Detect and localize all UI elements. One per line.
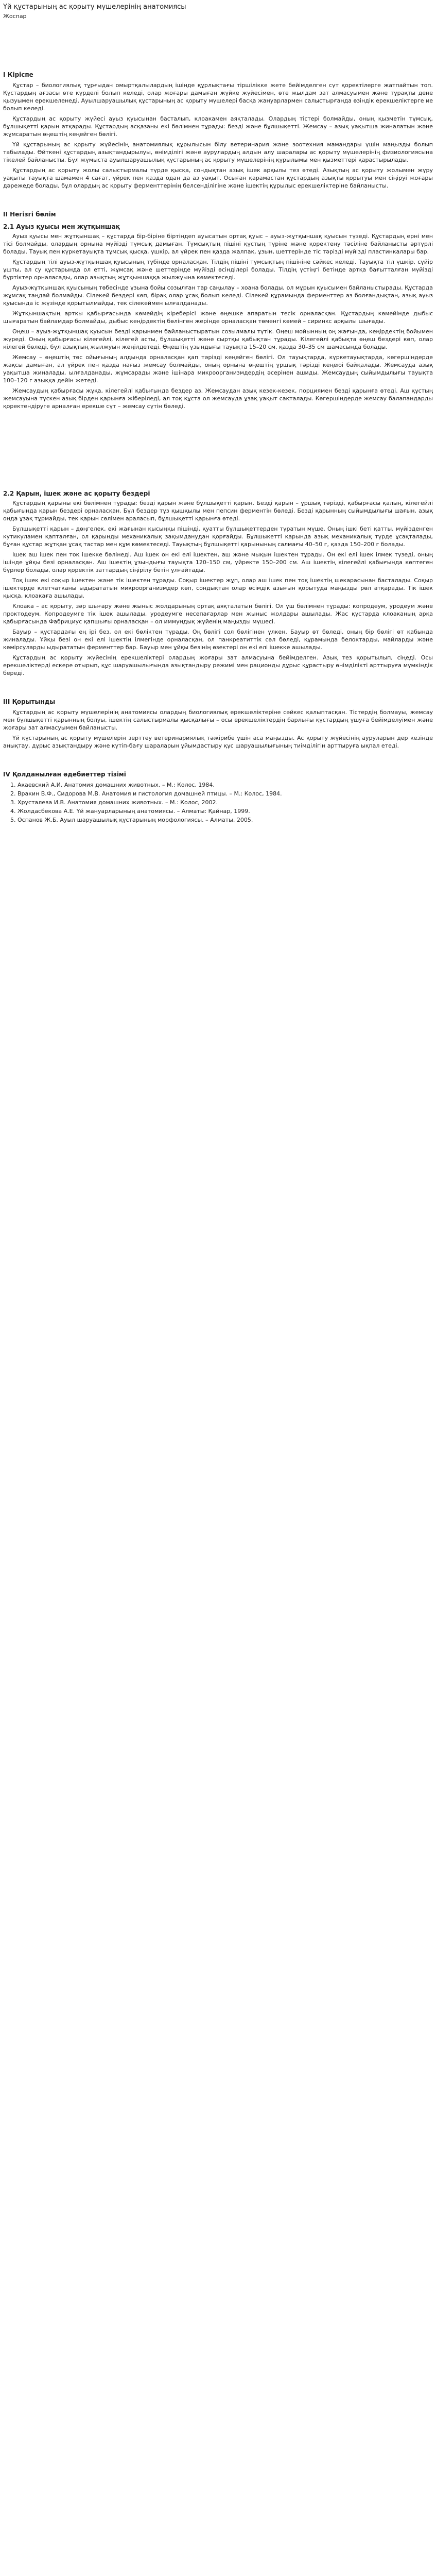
intro-paragraph: Үй құстарының ас қорыту жүйесінің анатомиялық құрылысын білу ветеринария және зоотехния мамандары үшін маңызды болып табылады. Өйткені құстардың азықтандырылуы, өнімділігі және аурулардың алдын алу шаралары ас қорыту мүшелерінің физиологиясына тікелей байланысты. Бұл жұмыста ауылшаруашылық құстарының ас қорыту мүшелерінің құрылымы мен қызметтері қарастырылады.	[3, 141, 433, 163]
subsection-heading-2: 2.2 Қарын, ішек және ас қорыту бездері	[3, 490, 150, 497]
main-paragraph: Бұлшықетті қарын – дөңгелек, екі жағынан қысыңқы пішінді, қуатты бұлшықеттерден тұратын мүше. Оның ішкі беті қатты, мүйізденген кутикуламен қапталған, ол қарынды механикалық зақымданудан қорғайды. Бұлшықетті қарында азық механикалық түрде ұсақталады, бұған құстар жұтқан ұсақ тастар мен құм көмектеседі. Тауықтың бұлшықетті қарынының салмағы 40–50 г, қазда 150–200 г болады.	[3, 526, 433, 548]
main-heading: II Негізгі бөлім	[3, 211, 56, 218]
main-paragraph: Құстардың тілі ауыз-жұтқыншақ қуысының түбінде орналасқан. Тілдің пішіні тұмсықтың пішініне сәйкес келеді. Тауықта тіл үшкір, сүйір ұшты, ал су құстарында ол етті, жұмсақ және шеттерінде мүйізді өсінділері болады. Тілдің үстіңгі бетінде артқа бағытталған мүйізді бүртіктер орналасады, олар азықтың жұтқыншаққа жылжуына көмектеседі.	[3, 259, 433, 281]
document-subtitle: Жоспар	[3, 13, 27, 20]
intro-paragraph: Құстар – биологиялық тұрғыдан омыртқалылардың ішінде құрлықтағы тіршілікке жете бейімделген сүт қоректілерге жатпайтын топ. Құстардың ағзасы өте күрделі болып келеді, олар жоғары дамыған жүйке жүйесімен, өте жылдам зат алмасуымен және тұрақты дене қызуымен ерекшеленеді. Ауылшаруашылық құстарының ас қорыту мүшелері басқа жануарлармен салыстырғанда өзіндік ерекшеліктерге ие болып келеді.	[3, 82, 433, 112]
intro-paragraph: Құстардың ас қорыту жүйесі ауыз қуысынан басталып, клоакамен аяқталады. Олардың тістері болмайды, оның қызметін тұмсық, бұлшықетті қарын атқарады. Құстардың асқазаны екі бөлімнен тұрады: безді және бұлшықетті. Жемсау – азық уақытша жиналатын және жұмсаратын өңештің кеңейген бөлігі.	[3, 115, 433, 138]
main-paragraph: Ауыз қуысы мен жұтқыншақ – құстарда бір-біріне біртіндеп ауысатын ортақ қуыс – ауыз-жұтқыншақ қуысын түзеді. Құстардың ерні мен тісі болмайды, олардың орнына мүйізді тұмсық дамыған. Тұмсықтың пішіні құстың түріне және қоректену тәсіліне байланысты әртүрлі болады. Тауық пен күркетауықта тұмсық қысқа, үшкір, ал үйрек пен қазда жалпақ, ұзын, шеттерінде тіс тәрізді мүйізді пластинкалары бар.	[3, 233, 433, 255]
main-paragraph: Ауыз-жұтқыншақ қуысының төбесінде ұзына бойы созылған тар саңылау – хоана болады, ол мұрын қуысымен байланыстырады. Құстарда жұмсақ таңдай болмайды. Сілекей бездері көп, бірақ олар ұсақ болып келеді. Сілекей құрамында ферменттер аз болғандықтан, азық ауыз қуысында іс жүзінде қорытылмайды, тек сілекеймен ылғалданады.	[3, 284, 433, 307]
conclusion-paragraph: Үй құстарының ас қорыту мүшелерін зерттеу ветеринариялық тәжірибе үшін аса маңызды. Ас қорыту жүйесінің ауруларын дер кезінде анықтау, дұрыс азықтандыру және күтіп-бағу шараларын ұйымдастыру құс шаруашылығының тиімділігін арттыруға ықпал етеді.	[3, 735, 433, 749]
reference-item: 1. Акаевский А.И. Анатомия домашних животных. – М.: Колос, 1984.	[18, 781, 433, 789]
document-page	[0, 0, 436, 824]
main-paragraph: Тоқ ішек екі соқыр ішектен және тік ішектен тұрады. Соқыр ішектер жұп, олар аш ішек пен тоқ ішектің шекарасынан басталады. Соқыр ішектерде клетчатканы ыдырататын микроорганизмдер көп, сондықтан олар өсімдік азығын қорытуда маңызды рөл атқарады. Тік ішек қысқа, клоакаға ашылады.	[3, 577, 433, 599]
main-paragraph: Жұтқыншақтың артқы қабырғасында көмейдің кіреберісі және өңешке апаратын тесік орналасқан. Құстардың көмейінде дыбыс шығаратын байламдар болмайды, дыбыс кеңірдектің бөлінген жерінде орналасқан төменгі көмей – сиринкс арқылы шығады.	[3, 310, 433, 325]
main-paragraph: Жемсау – өңештің төс ойығының алдында орналасқан қап тәрізді кеңейген бөлігі. Ол тауықтарда, күркетауықтарда, көгершіндерде жақсы дамыған, ал үйрек пен қазда нағыз жемсау болмайды, оның орнына өңештің ұршық тәрізді кеңеюі байқалады. Жемсауда азық уақытша жиналады, ылғалданады, жұмсарады және ішінара микроорганизмдердің әсерінен ашиды. Жемсаудың сыйымдылығы тауықта 100–120 г азыққа дейін жетеді.	[3, 354, 433, 384]
main-paragraph: Құстардың ас қорыту жүйесінің ерекшеліктері олардың жоғары зат алмасуына бейімделген. Азық тез қорытылып, сіңеді. Осы ерекшеліктерді ескере отырып, құс шаруашылығында азықтандыру режимі мен рационды дұрыс құрастыру өнімділікті арттыруға мүмкіндік береді.	[3, 654, 433, 676]
main-paragraph: Клоака – ас қорыту, зәр шығару және жыныс жолдарының ортақ аяқталатын бөлігі. Ол үш бөлімнен тұрады: копродеум, уродеум және проктодеум. Копродеумге тік ішек ашылады, уродеумге несепағарлар мен жыныс жолдары ашылады. Жас құстарда клоаканың арқа қабырғасында Фабрициус қапшығы орналасқан – ол иммундық жүйенің маңызды мүшесі.	[3, 603, 433, 625]
subsection-heading-1: 2.1 Ауыз қуысы мен жұтқыншақ	[3, 223, 120, 230]
main-paragraph: Өңеш – ауыз-жұтқыншақ қуысын безді қарынмен байланыстыратын созылмалы түтік. Өңеш мойынның оң жағында, кеңірдектің бойымен жүреді. Оның қабырғасы кілегейлі, кілегей асты, бұлшықетті және сыртқы қабықтан тұрады. Кілегейлі қабықта өңеш бездері көп, олар кілегей бөледі, бұл азықтың жылжуын жеңілдетеді. Өңештің ұзындығы тауықта 15–20 см, қазда 30–35 см шамасында болады.	[3, 328, 433, 350]
main-paragraph: Құстардың қарыны екі бөлімнен тұрады: безді қарын және бұлшықетті қарын. Безді қарын – ұршық тәрізді, қабырғасы қалың, кілегейлі қабығында қарын бездері орналасқан. Бұл бездер тұз қышқылы мен пепсин ферментін бөледі. Безді қарынның сыйымдылығы шағын, азық онда ұзақ тұрмайды, тек қарын сөлімен араласып, бұлшықетті қарынға өтеді.	[3, 500, 433, 522]
reference-item: 2. Вракин В.Ф., Сидорова М.В. Анатомия и гистология домашней птицы. – М.: Колос, 1984.	[18, 790, 433, 798]
main-paragraph: Жемсаудың қабырғасы жұқа, кілегейлі қабығында бездер аз. Жемсаудан азық кезек-кезек, порциямен безді қарынға өтеді. Аш құстың жемсауына түскен азық бірден қарынға жіберіледі, ал тоқ құста ол жемсауда ұзақ уақыт сақталады. Көгершіндерде жемсау балапандарды қоректендіруге арналған ерекше сүт – жемсау сүтін бөледі.	[3, 387, 433, 410]
intro-heading: I Кіріспе	[3, 71, 33, 78]
main-paragraph: Бауыр – құстардағы ең ірі без, ол екі бөліктен тұрады. Оң бөлігі сол бөлігінен үлкен. Бауыр өт бөледі, оның бір бөлігі өт қабында жиналады. Ұйқы безі он екі елі ішектің ілмегінде орналасқан, ол панкреатиттік сөл бөледі, құрамында белоктарды, майларды және көмірсуларды ыдырататын ферменттер бар. Бауыр мен ұйқы безінің өзектері он екі елі ішекке ашылады.	[3, 629, 433, 651]
conclusion-heading: III Қорытынды	[3, 698, 56, 705]
reference-item: 4. Жолдасбекова А.Е. Үй жануарларының анатомиясы. – Алматы: Қайнар, 1999.	[18, 807, 433, 815]
conclusion-paragraph: Құстардың ас қорыту мүшелерінің анатомиясы олардың биологиялық ерекшеліктеріне сәйкес қалыптасқан. Тістердің болмауы, жемсау мен бұлшықетті қарынның болуы, ішектің салыстырмалы қысқалығы – осы ерекшеліктердің барлығы құстардың ұшуға бейімделуімен және жоғары зат алмасуымен байланысты.	[3, 709, 433, 731]
main-paragraph: Ішек аш ішек пен тоқ ішекке бөлінеді. Аш ішек он екі елі ішектен, аш және мықын ішектен тұрады. Он екі елі ішек ілмек түзеді, оның ішінде ұйқы безі орналасқан. Аш ішектің ұзындығы тауықта 120–150 см, үйректе 150–200 см. Аш ішектің кілегейлі қабығында көптеген бүрлер болады, олар қоректік заттардың сіңірілу бетін ұлғайтады.	[3, 551, 433, 573]
document-title: Үй құстарының ас қорыту мүшелерінің анатомиясы	[3, 3, 186, 11]
reference-item: 3. Хрусталева И.В. Анатомия домашних животных. – М.: Колос, 2002.	[18, 799, 433, 806]
intro-paragraph: Құстардың ас қорыту жолы салыстырмалы түрде қысқа, сондықтан азық ішек арқылы тез өтеді. Азықтың ас қорыту жолымен жүру уақыты тауықта шамамен 4 сағат, үйрек пен қазда одан да аз уақыт. Осыған қарамастан құстардың азықты қорытуы мен сіңіруі жоғары дәрежеде болады, бұл олардың ас қорыту ферменттерінің белсенділігіне және ішектің құрылыс ерекшеліктеріне байланысты.	[3, 167, 433, 189]
reference-item: 5. Оспанов Ж.Б. Ауыл шаруашылық құстарының морфологиясы. – Алматы, 2005.	[18, 816, 433, 824]
references-heading: IV Қолданылған әдебиеттер тізімі	[3, 771, 126, 778]
references-list	[3, 781, 433, 824]
